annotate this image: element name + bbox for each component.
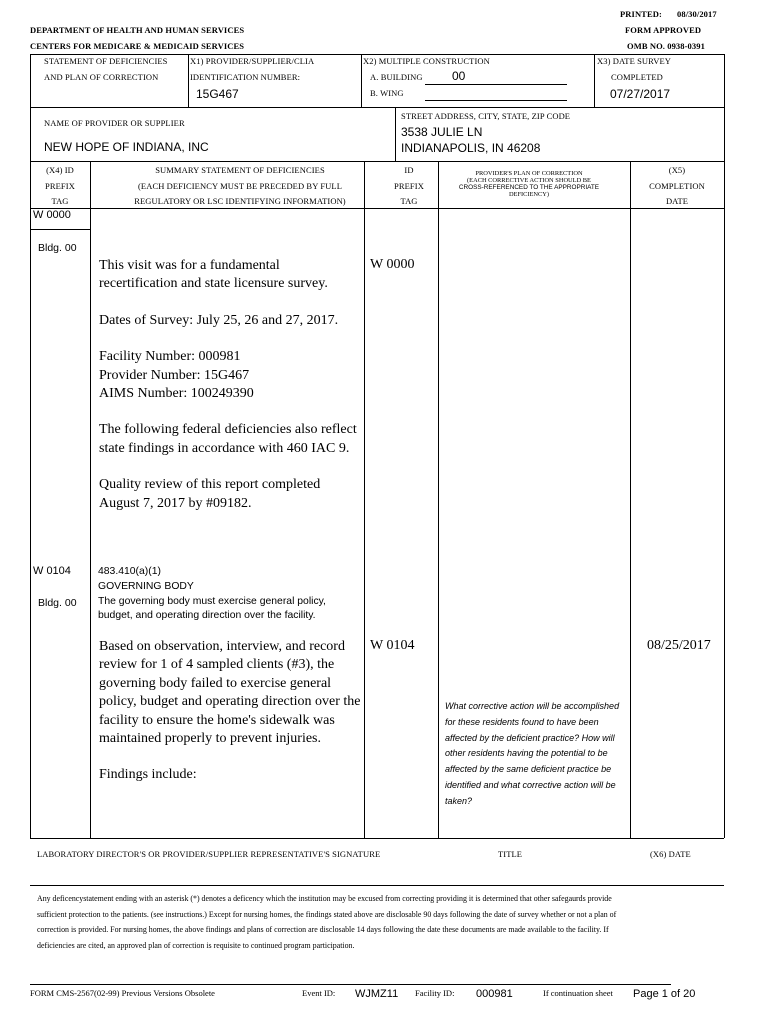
page-number: Page 1 of 20 [633, 988, 696, 1000]
statement-label-1: STATEMENT OF DEFICIENCIES [44, 56, 168, 66]
provider-id-label-2: IDENTIFICATION NUMBER: [190, 72, 301, 82]
summary-label-3: REGULATORY OR LSC IDENTIFYING INFORMATION) [134, 196, 346, 206]
continuation-label: If continuation sheet [543, 988, 613, 998]
agency-dept: DEPARTMENT OF HEALTH AND HUMAN SERVICES [30, 25, 245, 35]
id-prefix-label: PREFIX [394, 181, 424, 191]
statement-label-2: AND PLAN OF CORRECTION [44, 72, 159, 82]
regulation-title: GOVERNING BODY [98, 580, 194, 592]
signature-date-label: (X6) DATE [650, 849, 691, 859]
disclaimer-text: Any deficencystatement ending with an asterisk (*) denotes a deficency which the institution may be excused from correcting providing it is determined that other safegaurds provide sufficient protection to the patients. (see instructions.) Except for nursing homes, the findings stated above are disclosable 90 days following the date of survey whether or not a plan of correction is provided. For nursing homes, the above findings and plans of correction are disclosable 14 days following the date these documents are made available to the facility. If deficiencies are cited, an approved plan of correction is requisite to continued program participation. [37, 894, 617, 951]
date-survey-label-2: COMPLETED [611, 72, 663, 82]
x4-id-label: (X4) ID [46, 165, 74, 175]
right-tag-w0104: W 0104 [370, 638, 415, 653]
printed-date: 08/30/2017 [677, 9, 717, 19]
x5-completion-label: COMPLETION [649, 181, 705, 191]
completion-date: 08/25/2017 [647, 638, 711, 653]
x4-tag-label: TAG [51, 196, 69, 206]
wing-label: B. WING [370, 88, 404, 98]
printed-label: PRINTED: [620, 9, 662, 19]
bldg-label-2: Bldg. 00 [38, 597, 77, 609]
event-id-value: WJMZ11 [355, 988, 399, 1000]
omb-number: OMB NO. 0938-0391 [627, 41, 705, 51]
deficiency-summary-2 [99, 638, 361, 785]
form-number: FORM CMS-2567(02-99) Previous Versions Obsolete [30, 988, 215, 998]
building-value: 00 [452, 69, 466, 83]
facility-id-label: Facility ID: [415, 988, 455, 998]
address-line-1: 3538 JULIE LN [401, 125, 483, 139]
summary-label-1: SUMMARY STATEMENT OF DEFICIENCIES [155, 165, 325, 175]
regulation-text: The governing body must exercise general policy, budget, and operating direction over the facility. [98, 595, 326, 622]
federal-deficiencies-note: The following federal deficiencies also reflect state findings in accordance with 460 IAC 9. [99, 422, 357, 456]
multiple-construction-label: X2) MULTIPLE CONSTRUCTION [363, 56, 490, 66]
x5-label: (X5) [668, 165, 686, 175]
x5-date-label: DATE [665, 196, 689, 206]
date-survey-value: 07/27/2017 [610, 87, 671, 101]
visit-description: This visit was for a fundamental recertification and state licensure survey. [99, 258, 328, 292]
findings-include: Findings include: [99, 767, 197, 783]
agency-centers: CENTERS FOR MEDICARE & MEDICAID SERVICES [30, 41, 245, 51]
address-label: STREET ADDRESS, CITY, STATE, ZIP CODE [401, 111, 571, 121]
survey-dates: Dates of Survey: July 25, 26 and 27, 2017. [99, 312, 339, 328]
tag-w0000: W 0000 [33, 209, 71, 221]
address-line-2: INDIANAPOLIS, IN 46208 [401, 141, 541, 155]
deficiency-summary-1 [99, 257, 357, 513]
bldg-label-1: Bldg. 00 [38, 242, 77, 254]
tag-w0104: W 0104 [33, 565, 71, 577]
right-tag-w0000: W 0000 [370, 257, 415, 272]
facility-id-value: 000981 [476, 988, 513, 1000]
form-approved: FORM APPROVED [625, 25, 702, 35]
regulation-code: 483.410(a)(1) [98, 566, 161, 577]
event-id-label: Event ID: [302, 988, 336, 998]
quality-review-note: Quality review of this report completed August 7, 2017 by #09182. [99, 477, 321, 511]
provider-name-label: NAME OF PROVIDER OR SUPPLIER [44, 118, 185, 128]
provider-name: NEW HOPE OF INDIANA, INC [44, 140, 209, 154]
summary-label-2: (EACH DEFICIENCY MUST BE PRECEDED BY FULL [137, 181, 343, 191]
id-tag-label: TAG [400, 196, 418, 206]
provider-id-label: X1) PROVIDER/SUPPLIER/CLIA [190, 56, 315, 66]
signature-title-label: TITLE [498, 849, 523, 859]
facility-numbers: Facility Number: 000981 Provider Number: 15G467 AIMS Number: 100249390 [99, 349, 254, 402]
signature-label: LABORATORY DIRECTOR'S OR PROVIDER/SUPPLIER REPRESENTATIVE'S SIGNATURE [37, 849, 381, 859]
regulation-block [98, 565, 360, 624]
plan-of-correction-header: PROVIDER'S PLAN OF CORRECTION (EACH CORRECTIVE ACTION SHOULD BE CROSS-REFERENCED TO THE APPROPRIATE DEFICIENCY) [458, 170, 600, 198]
deficiency-finding: Based on observation, interview, and record review for 1 of 4 sampled clients (#3), the governing body failed to exercise general policy, budget and operating direction over the facility to ensure the home's sidewalk was maintained properly to prevent injuries. [99, 639, 361, 747]
building-label: A. BUILDING [370, 72, 423, 82]
x4-prefix-label: PREFIX [45, 181, 75, 191]
plan-of-correction-note: What corrective action will be accomplished for these residents found to have been affected by the deficient practice? How will other residents having the potential to be affected by the same deficient practice be identified and what corrective action will be taken? [445, 701, 620, 806]
date-survey-label: X3) DATE SURVEY [597, 56, 672, 66]
provider-id-value: 15G467 [196, 87, 239, 101]
id-label: ID [404, 165, 414, 175]
